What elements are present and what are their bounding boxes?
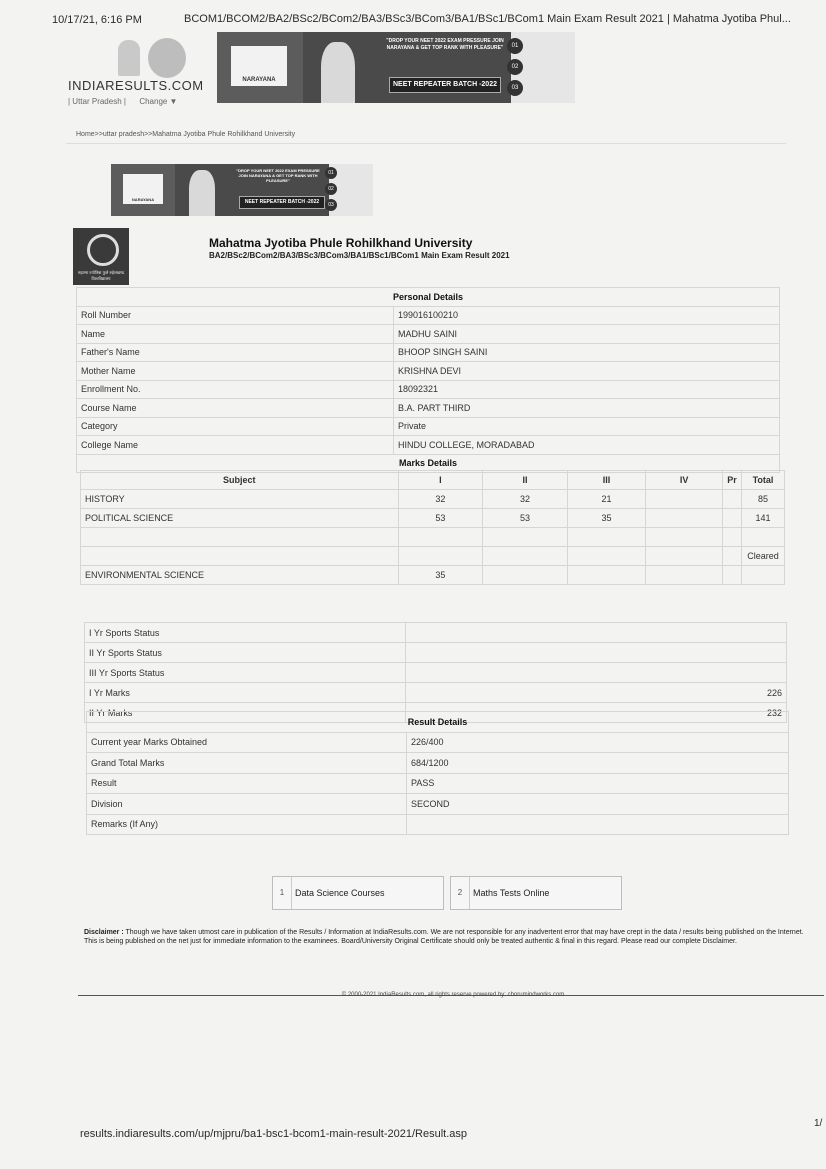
course-label: Course Name [77, 399, 394, 418]
mother-name-value: KRISHNA DEVI [394, 362, 780, 381]
father-name-value: BHOOP SINGH SAINI [394, 343, 780, 362]
remarks-label: Remarks (If Any) [87, 814, 407, 835]
sports-1-value [406, 623, 787, 643]
mark-total: 141 [741, 509, 784, 528]
name-value: MADHU SAINI [394, 325, 780, 344]
mark-iv [646, 566, 723, 585]
print-date: 10/17/21, 6:16 PM [52, 14, 142, 26]
banner-step-2: 02 [507, 59, 523, 75]
link-maths-tests-online[interactable] [450, 876, 622, 910]
disclaimer-label: Disclaimer : [84, 929, 124, 936]
mark-iv [646, 547, 723, 566]
mark-pr [723, 528, 742, 547]
link-label: Maths Tests Online [473, 888, 550, 898]
result-details-table [86, 711, 789, 835]
sports-2-value [406, 643, 787, 663]
enrollment-value: 18092321 [394, 380, 780, 399]
mark-ii [483, 566, 568, 585]
table-row [81, 547, 785, 566]
mark-iv [646, 509, 723, 528]
mother-name-label: Mother Name [77, 362, 394, 381]
mark-i: 53 [398, 509, 483, 528]
link-number: 2 [451, 877, 470, 909]
remarks-value [407, 814, 789, 835]
link-data-science-courses[interactable] [272, 876, 444, 910]
banner-headline: "DROP YOUR NEET 2022 EXAM PRESSURE JOIN NARAYANA & GET TOP RANK WITH PLEASURE" [386, 38, 504, 51]
mark-i [398, 528, 483, 547]
yr2-marks-value: 232 [406, 703, 787, 723]
disclaimer-text: Though we have taken utmost care in publication of the Results / Information at IndiaResults.com. We are not responsible for any inadvertent error that may have crept in the data / results being published on the Internet. This is being published on the net just for immediate information to the examinees. Board/University Original Certificate should only be treated authentic & final in this regard. Please read our complete Disclaimer. [84, 929, 804, 945]
table-row [85, 623, 787, 643]
banner-brand-2: NARAYANA [123, 174, 163, 204]
logo-text: INDIARESULTS.COM [68, 78, 204, 93]
table-row [87, 773, 789, 794]
course-value: B.A. PART THIRD [394, 399, 780, 418]
col-total: Total [741, 471, 784, 490]
table-row [87, 732, 789, 753]
table-row [77, 380, 780, 399]
division-value: SECOND [407, 794, 789, 815]
marks-details-heading: Marks Details [77, 454, 780, 473]
mark-iii [567, 547, 646, 566]
result-label: Result [87, 773, 407, 794]
sports-2-label: II Yr Sports Status [85, 643, 406, 663]
change-state-link[interactable]: Change ▼ [139, 97, 178, 106]
site-logo[interactable] [66, 36, 206, 116]
mark-ii [483, 528, 568, 547]
footer-copyright: © 2000-2021 IndiaResults.com, all rights reserve powered by: chorumindworks.com [341, 992, 565, 998]
banner-cta-button[interactable]: NEET REPEATER BATCH -2022 [389, 77, 501, 93]
mark-i: 32 [398, 490, 483, 509]
col-subject: Subject [81, 471, 399, 490]
current-marks-value: 226/400 [407, 732, 789, 753]
mark-ii: 32 [483, 490, 568, 509]
mark-total [741, 528, 784, 547]
status-cleared: Cleared [741, 547, 784, 566]
col-pr: Pr [723, 471, 742, 490]
mark-pr [723, 547, 742, 566]
subject-cell: HISTORY [81, 490, 399, 509]
sports-3-value [406, 663, 787, 683]
yr1-marks-label: I Yr Marks [85, 683, 406, 703]
print-url: results.indiaresults.com/up/mjpru/ba1-bsc1-bcom1-main-result-2021/Result.asp [80, 1128, 467, 1140]
banner-step-1b: 01 [325, 167, 337, 179]
sports-1-label: I Yr Sports Status [85, 623, 406, 643]
current-marks-label: Current year Marks Obtained [87, 732, 407, 753]
print-title: BCOM1/BCOM2/BA2/BSc2/BCom2/BA3/BSc3/BCom3/BA1/BSc1/BCom1 Main Exam Result 2021 | Mahatma Jyotiba Phul... [184, 13, 791, 25]
category-label: Category [77, 417, 394, 436]
state-label: | Uttar Pradesh | [68, 97, 126, 106]
state-selector[interactable] [68, 97, 177, 106]
university-logo [73, 228, 129, 285]
col-iv: IV [646, 471, 723, 490]
grand-total-label: Grand Total Marks [87, 753, 407, 774]
mark-pr [723, 490, 742, 509]
table-row [81, 566, 785, 585]
table-row [85, 683, 787, 703]
yearly-status-table [84, 622, 787, 723]
mark-total [741, 566, 784, 585]
enrollment-label: Enrollment No. [77, 380, 394, 399]
mark-i [398, 547, 483, 566]
table-row [77, 417, 780, 436]
mark-i: 35 [398, 566, 483, 585]
university-emblem-icon [87, 234, 119, 266]
mark-iii: 35 [567, 509, 646, 528]
roll-number-label: Roll Number [77, 306, 394, 325]
exam-title: BA2/BSc2/BCom2/BA3/BSc3/BCom3/BA1/BSc1/BCom1 Main Exam Result 2021 [209, 251, 510, 260]
roll-number-value: 199016100210 [394, 306, 780, 325]
table-row [77, 399, 780, 418]
mark-iii: 21 [567, 490, 646, 509]
link-label: Data Science Courses [295, 888, 385, 898]
table-row [81, 509, 785, 528]
divider [66, 143, 786, 144]
mark-pr [723, 566, 742, 585]
mark-total: 85 [741, 490, 784, 509]
table-row [85, 663, 787, 683]
logo-mark-icon [116, 38, 188, 78]
mark-iii [567, 528, 646, 547]
marks-table [80, 470, 785, 585]
mark-ii: 53 [483, 509, 568, 528]
subject-cell: POLITICAL SCIENCE [81, 509, 399, 528]
mark-iv [646, 528, 723, 547]
page-number: 1/ [814, 1118, 823, 1129]
banner-headline-2: "DROP YOUR NEET 2022 EXAM PRESSURE JOIN NARAYANA & GET TOP RANK WITH PLEASURE" [236, 168, 320, 183]
name-label: Name [77, 325, 394, 344]
college-value: HINDU COLLEGE, MORADABAD [394, 436, 780, 455]
division-label: Division [87, 794, 407, 815]
table-row [85, 643, 787, 663]
banner-brand: NARAYANA [231, 46, 287, 86]
table-row [87, 794, 789, 815]
col-iii: III [567, 471, 646, 490]
personal-details-table [76, 287, 780, 473]
banner-cta-button-2[interactable]: NEET REPEATER BATCH -2022 [239, 196, 325, 209]
university-name: Mahatma Jyotiba Phule Rohilkhand University [209, 236, 473, 250]
col-ii: II [483, 471, 568, 490]
banner-step-1: 01 [507, 38, 523, 54]
table-row [81, 528, 785, 547]
table-row [77, 306, 780, 325]
link-number: 1 [273, 877, 292, 909]
yr2-marks-label: II Yr Marks [85, 703, 406, 723]
yr1-marks-value: 226 [406, 683, 787, 703]
table-row [77, 343, 780, 362]
mark-iii [567, 566, 646, 585]
ad-banner-middle[interactable] [111, 164, 373, 216]
university-logo-caption: महात्मा ज्योतिबा फुले रुहेलखण्ड विश्वविद्यालय [77, 270, 125, 281]
table-row [77, 436, 780, 455]
subject-cell [81, 547, 399, 566]
banner-step-3: 03 [507, 80, 523, 96]
breadcrumb[interactable]: Home>>uttar pradesh>>Mahatma Jyotiba Phule Rohilkhand University [76, 131, 296, 138]
col-i: I [398, 471, 483, 490]
banner-person-image [321, 42, 355, 103]
mark-pr [723, 509, 742, 528]
table-row [77, 325, 780, 344]
table-row [87, 814, 789, 835]
banner-step-2b: 02 [325, 183, 337, 195]
father-name-label: Father's Name [77, 343, 394, 362]
table-row [81, 490, 785, 509]
category-value: Private [394, 417, 780, 436]
subject-cell: ENVIRONMENTAL SCIENCE [81, 566, 399, 585]
ad-banner-top[interactable] [217, 32, 575, 103]
table-row [87, 753, 789, 774]
marks-header-row [81, 471, 785, 490]
banner-step-3b: 03 [325, 199, 337, 211]
mark-iv [646, 490, 723, 509]
disclaimer [84, 928, 806, 946]
banner-person-image-2 [189, 170, 215, 216]
subject-cell [81, 528, 399, 547]
sports-3-label: III Yr Sports Status [85, 663, 406, 683]
college-label: College Name [77, 436, 394, 455]
personal-details-heading: Personal Details [77, 288, 780, 307]
result-value: PASS [407, 773, 789, 794]
result-details-heading: Result Details [87, 712, 789, 733]
table-row [77, 362, 780, 381]
mark-ii [483, 547, 568, 566]
grand-total-value: 684/1200 [407, 753, 789, 774]
